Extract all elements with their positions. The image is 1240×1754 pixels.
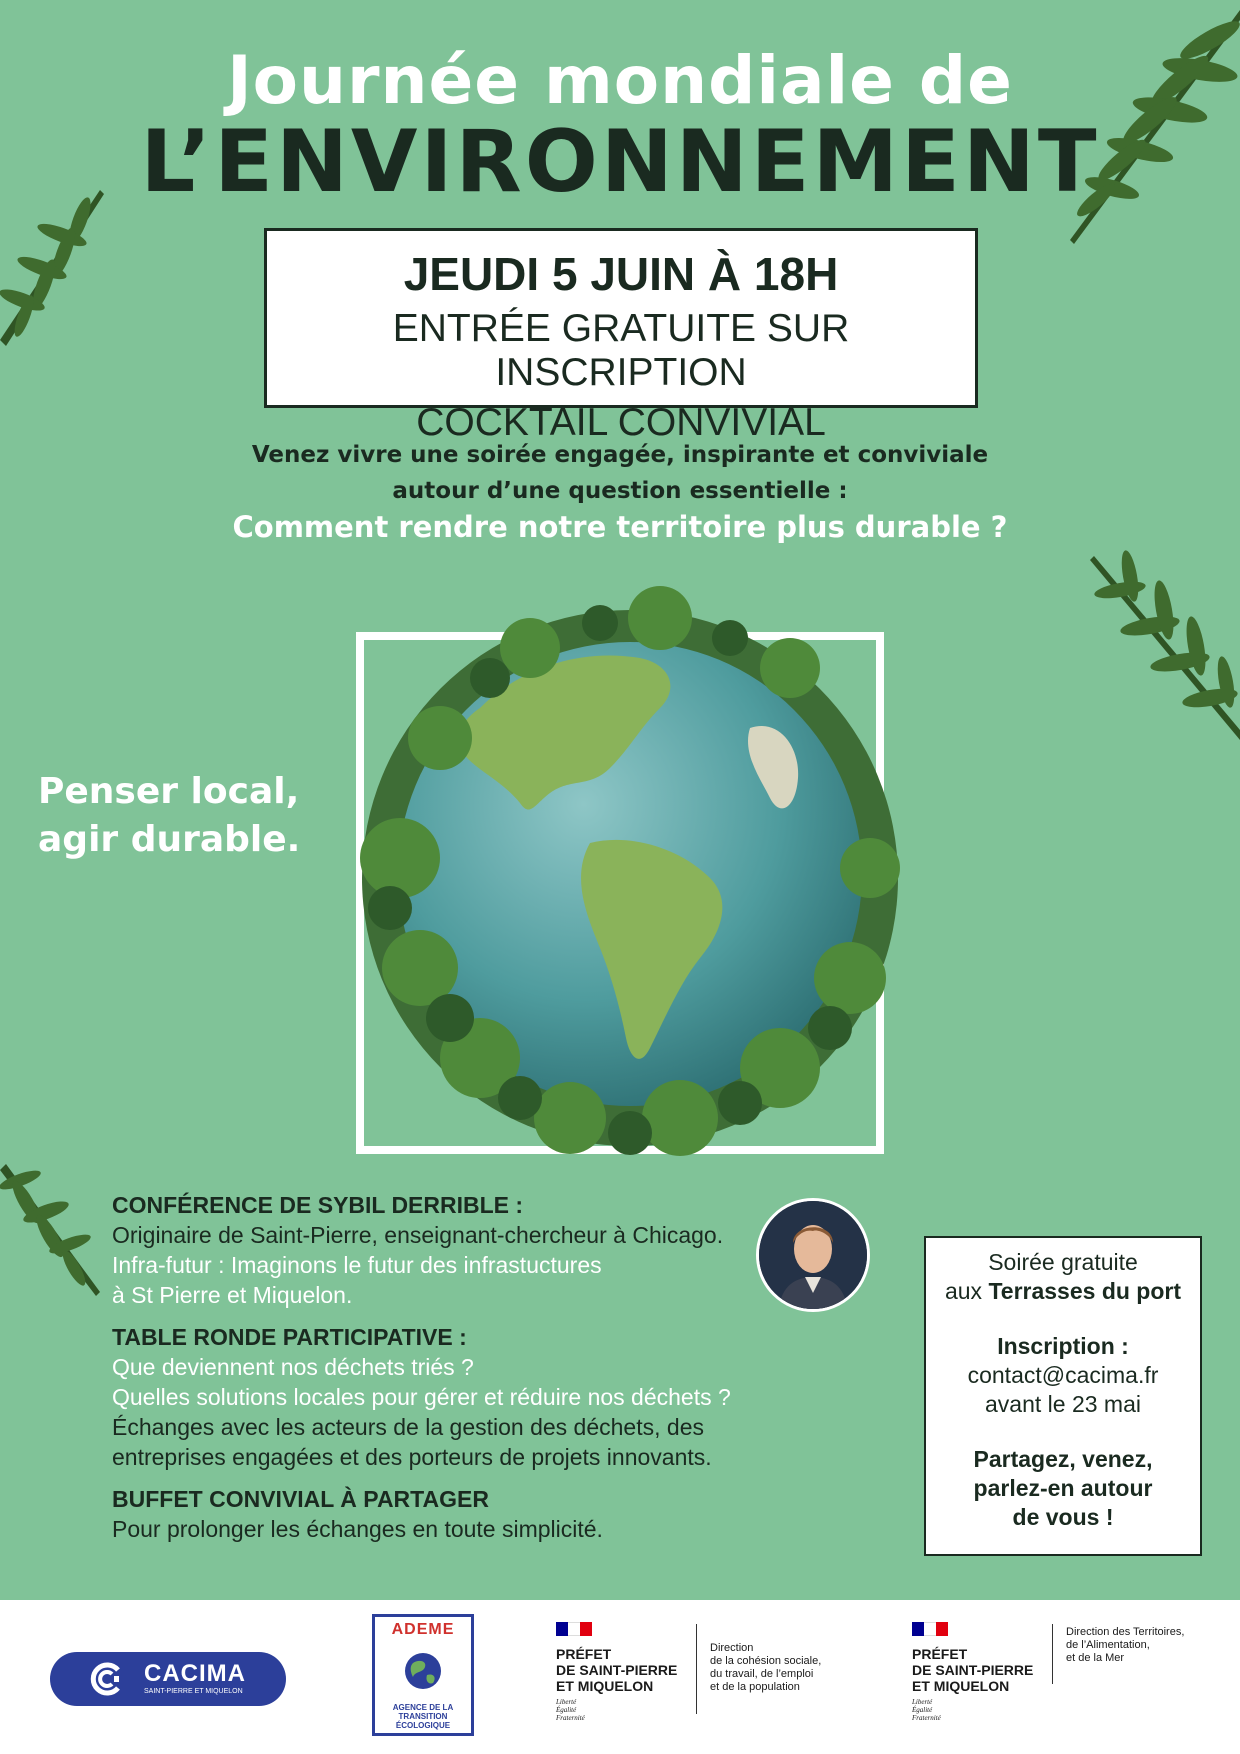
direction-name	[1066, 1626, 1216, 1665]
republic-motto	[556, 1698, 677, 1722]
inscription-label: Inscription :	[997, 1333, 1129, 1359]
program-list	[112, 1190, 832, 1544]
buffet-line-1: Pour prolonger les échanges en toute simplicité.	[112, 1516, 603, 1542]
ademe-subtitle-1: AGENCE DE LA	[392, 1703, 454, 1712]
ademe-globe-icon	[403, 1651, 443, 1691]
direction-name	[710, 1642, 850, 1694]
table-ronde-line-1: Que deviennent nos déchets triés ?	[112, 1354, 474, 1380]
motto-egalite: Égalité	[912, 1706, 933, 1714]
event-cocktail: COCKTAIL CONVIVIAL	[416, 401, 826, 444]
conference-line-3: à St Pierre et Miquelon.	[112, 1282, 353, 1308]
venue-name: Terrasses du port	[988, 1278, 1182, 1304]
prefet-line-1: PRÉFET	[912, 1646, 968, 1662]
prefet-line-3: ET MIQUELON	[556, 1678, 654, 1694]
cta-line-1: Partagez, venez,	[973, 1446, 1153, 1472]
event-date: JEUDI 5 JUIN À 18H	[403, 248, 839, 300]
event-date-box	[264, 228, 978, 444]
prefet-line-2: DE SAINT-PIERRE	[912, 1662, 1034, 1678]
prefet-line-1: PRÉFET	[556, 1646, 612, 1662]
intro-line-2: autour d’une question essentielle :	[392, 478, 848, 504]
cta-line-2: parlez-en autour	[973, 1475, 1153, 1501]
title-line-2: L’ENVIRONNEMENT	[140, 112, 1100, 212]
info-line-2-prefix: aux	[944, 1278, 989, 1304]
prefet-line-2: DE SAINT-PIERRE	[556, 1662, 678, 1678]
conference-heading: CONFÉRENCE DE SYBIL DERRIBLE :	[112, 1192, 524, 1218]
direction-line-3: du travail, de l’emploi	[710, 1668, 814, 1680]
motto-liberte: Liberté	[556, 1698, 577, 1706]
info-line-2	[926, 1277, 1200, 1306]
title-line-1: Journée mondiale de	[227, 42, 1013, 119]
prefet-name	[912, 1646, 1033, 1694]
motto-liberte: Liberté	[912, 1698, 933, 1706]
info-line-1: Soirée gratuite	[988, 1249, 1138, 1275]
french-flag-icon	[912, 1622, 948, 1636]
table-ronde-line-3: Échanges avec les acteurs de la gestion des déchets, des	[112, 1414, 704, 1440]
conference-line-2: Infra-futur : Imaginons le futur des infrastuctures	[112, 1252, 602, 1278]
direction-line-1: Direction des Territoires,	[1066, 1626, 1185, 1638]
table-ronde-line-4: entreprises engagées et des porteurs de projets innovants.	[112, 1444, 712, 1470]
direction-line-4: et de la population	[710, 1681, 800, 1693]
cta-line-3: de vous !	[1012, 1504, 1114, 1530]
direction-line-2: de la cohésion sociale,	[710, 1655, 822, 1667]
table-ronde-heading: TABLE RONDE PARTICIPATIVE :	[112, 1324, 467, 1350]
republic-motto	[912, 1698, 1033, 1722]
fern-leaf-icon	[1080, 540, 1240, 750]
speaker-photo	[756, 1198, 870, 1312]
ademe-subtitle-3: ÉCOLOGIQUE	[395, 1721, 451, 1730]
slogan	[38, 768, 338, 864]
intro-question: Comment rendre notre territoire plus durable ?	[232, 510, 1008, 544]
prefet-logo-territoires	[912, 1622, 1185, 1722]
direction-line-2: de l’Alimentation,	[1066, 1639, 1150, 1651]
fern-leaf-icon	[0, 1150, 100, 1300]
slogan-line-2: agir durable.	[38, 819, 301, 860]
ademe-logo	[372, 1614, 474, 1736]
prefet-name	[556, 1646, 677, 1694]
motto-fraternite: Fraternité	[912, 1714, 941, 1722]
french-flag-icon	[556, 1622, 592, 1636]
buffet-heading: BUFFET CONVIVIAL À PARTAGER	[112, 1486, 489, 1512]
logo-divider	[696, 1624, 697, 1714]
logo-divider	[1052, 1624, 1053, 1684]
contact-email[interactable]: contact@cacima.fr	[967, 1362, 1159, 1388]
cacima-logo	[50, 1652, 286, 1706]
direction-line-1: Direction	[710, 1642, 754, 1654]
info-box	[924, 1236, 1202, 1556]
cacima-logo-icon	[90, 1662, 124, 1696]
ademe-subtitle-2: TRANSITION	[398, 1712, 448, 1721]
motto-egalite: Égalité	[556, 1706, 577, 1714]
slogan-line-1: Penser local,	[38, 771, 300, 812]
direction-line-3: et de la Mer	[1066, 1652, 1125, 1664]
intro-line-1: Venez vivre une soirée engagée, inspirante et conviviale	[251, 442, 989, 468]
ademe-subtitle	[375, 1703, 471, 1730]
cacima-name: CACIMA	[144, 1660, 246, 1687]
ademe-name: ADEME	[391, 1621, 455, 1638]
prefet-logo-cohesion-sociale	[556, 1622, 822, 1722]
registration-deadline: avant le 23 mai	[985, 1391, 1141, 1417]
event-entry: ENTRÉE GRATUITE SUR INSCRIPTION	[392, 307, 850, 394]
prefet-line-3: ET MIQUELON	[912, 1678, 1010, 1694]
table-ronde-line-2: Quelles solutions locales pour gérer et réduire nos déchets ?	[112, 1384, 731, 1410]
motto-fraternite: Fraternité	[556, 1714, 585, 1722]
earth-globe-icon	[330, 578, 920, 1158]
cacima-subtitle: SAINT-PIERRE ET MIQUELON	[144, 1688, 243, 1695]
conference-line-1: Originaire de Saint-Pierre, enseignant-chercheur à Chicago.	[112, 1222, 724, 1248]
